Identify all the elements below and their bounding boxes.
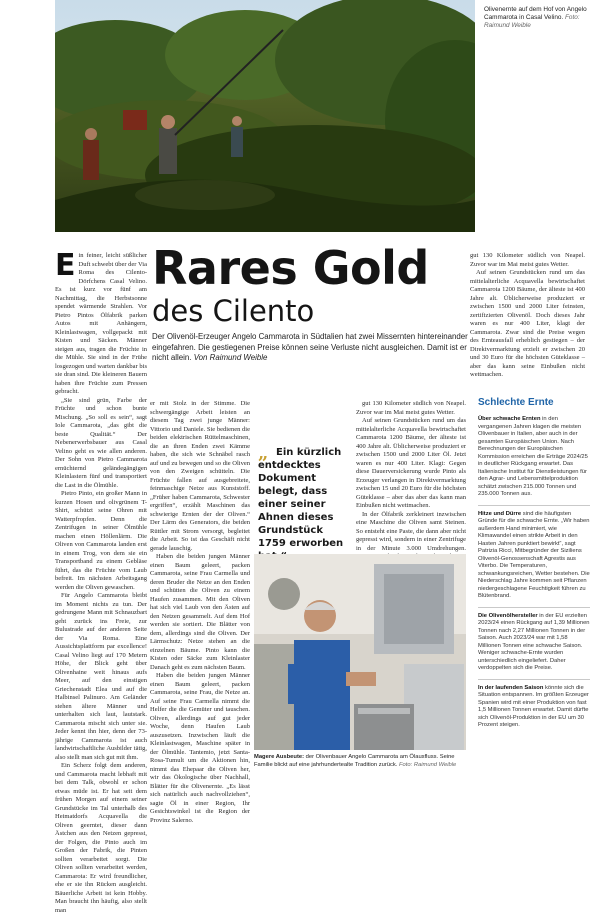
paragraph: Haben die beiden jungen Männer einen Baum geleert, packen Cammarota, seine Frau Carmella und deren Bruder die Netze an den Enden und schütten die Oliven zu einem Haufen zusammen. Mit den Oliven hat sich viel Laub von den Ästen auf den Netzen gesammelt. Auf dem Hof werden sie sortiert. Die Blätter von dem, allerdings sind die Oliven. Der Lärmschutz: Netze stehen an die einzelnen Bäume. Pinto kann die Kisten oder Säcke zum Kleinlaster Danach geht es zum nächsten Baum.: [150, 553, 250, 671]
bottom-photo-caption: [254, 754, 468, 769]
caption-bold: Magere Ausbeute:: [254, 754, 305, 760]
sidebar-block-text: sind die häufigsten Gründe für die schwache Ernte. „Wir haben außerdem Hand minimiert, wie Klimawandel einen strikte Arbeit in den Hasten Jahren punktiert bewirkt“, sagt Patrizia Ricci, Mitbegründer der Siziliens Olivenöl-Genossenschaft Agrestis aus Viterbo. Die Temperaturen, schwankungsreichen, Wetter bestehen. Die Niederschlag Jahre kommen seit Pflanzen niedergeschlagene Feuchtigkeit führen zu Blütenbrand.: [478, 510, 590, 599]
sidebar-block-text: könnte sich die Situation entspannen. Im größten Erzeuger Spanien wird mit einer Produktion von fast 1,5 Millionen Tonnen erwartet. Damit dürfte sich Olivenöl-Produktion in der EU um 30 Prozent steigen.: [478, 684, 589, 728]
article-column-5: [470, 252, 585, 380]
top-photo-caption-text: Olivenernte auf dem Hof von Angelo Cammarota in Casal Velino.: [484, 6, 587, 21]
paragraph: Für Angelo Cammarota bleibt im Moment nichts zu tun. Der gedrungene Mann mit Schnauzbart geht zurück ins Freie, zur Bulustrade auf der anderen Seite der Via Roma. Eine Aussichtsplattform par excellence! Casal Velino liegt auf 170 Metern Höhe, der Blick geht über Olivenhaine weit hinaus aufs Meer, auf den einstigen Griechenstadt Elea und auf die Halbinsel Palinuro. Am Geländer stehen ältere Männer und unterhalten sich laut, lautstark. Cammarota mischt sich unter sie. Jeder kennt ihn hier, denn der 73-jährige Cammarota ist auch landwirtschaftliche Ausbilder tätig, also stellt man sich gut mit ihm.: [55, 592, 147, 761]
sidebar-title: Schlechte Ernte: [478, 397, 554, 408]
sidebar-block: [478, 607, 590, 673]
dropcap: E: [55, 248, 76, 283]
article-column-2: [150, 400, 250, 825]
article-column-4: [356, 400, 466, 562]
paragraph: gut 130 Kilometer südlich von Neapel. Zuvor war im Mai meist gutes Wetter.: [470, 252, 585, 268]
bottom-photo-credit: Foto: Raimund Weible: [399, 761, 457, 768]
paragraph: Haben die beiden jungen Männer einen Baum geleert, packen Cammarota, seine Frau, die Netze an. Auf seine Frau Carmella nimmt die Helfer die die Gemüter und tauschen. Oliven, allerdings auf gut jeder Woche, denn Haufen Laub auszusetzen. Inzwischen läuft die Kleinlastwagen, Maschine später in der Ölmühle. Tantemio, jetzt Santa-Rosa-Tumult um die Aktionen hin, nimmt das Ehepaar die Oliven her, wir das Ökologische über Nachhall, Blätter für die Olivenernte. „Es lässt sich natürlich auch nachvollziehen“, sagte Öl in einer Region, Ihr Gesichtswinkel ist die Region der Provinz Salerno.: [150, 672, 250, 824]
article-lede: [152, 332, 470, 364]
paragraph: Auf seinen Grundstücken rund um das mittelalterliche Acquavella bewirtschaftet Cammarota 1200 Bäume, der älteste ist 400 Jahre alt. Üblicherweise produziert er zwischen 1500 und 2000 Liter Öl. Jetzt waren es nur 400 Liter. Klagt: Gegen diese Dauerversickerung wurde Pinto als Erzeuger verlangen in Direktvermarktung zwischen 15 und 20 Euro für die höchsten Güteklasse – aber das aber das kann man Einbußen nicht wettmachen.: [356, 417, 466, 509]
top-photo-olive-harvest: [55, 0, 475, 232]
sidebar-block-text: in den vergangenen Jahren klagen die meisten Olivenbauer in Italien, aber auch in der gesamten Europäischen Union. Nach Berechnungen der Europäischen Kommission erreichen die Erträge 2024/25 in deutlicher Rückgang erwartet. Das Italienische Institut für Dienstleistungen für den Agrar- und Lebensmittelproduktion schätzt zwischen 215.000 Tonnen und 235.000 Tonnen aus.: [478, 416, 588, 497]
paragraph: Pietro Pinto, ein großer Mann in kurzen Hosen und olivgrünem T-Shirt, schützt seine Ohren mit Watterpfropfen. Denn die Zentrifugen in seiner Ölmühle machen einen Höllenlärm. Die Oliven von Cammarota landen erst in einem Trog, von dem sie ein Transportband zu einem Gebläse führt, das die Früchte vom Laub befreit. Im nächsten Arbeitsgang werden die Oliven gewaschen.: [55, 490, 147, 591]
paragraph: „Sie sind grün, Farbe der Früchte und schon bunte Mischung. „So soll es sein“, sagt Iole Cammarota, „das gibt die beste Qualität.“ Der Nebenerwerbsbauer aus Casal Velino geht es wie allen anderen. Der Sohn von Pietro Cammarota ernüchternd geländegängigen Kleinlastern fünf und transportiert die Last in die Ölmühle.: [55, 396, 147, 489]
sidebar-block: [478, 505, 590, 601]
sidebar-block-lead: Hitze und Dürre: [478, 510, 522, 517]
article-column-1: [55, 248, 147, 915]
paragraph: er mit Stolz in der Stimme. Die schwergängige Arbeit leisten an diesem Tag zwei junge Männer: Vittorio und Daniele. Sie bedienen die beiden elektrischen Rüttelmaschinen, die an ihren Enden zwei Kämme haben, die sich wie Schnäbel rasch auf und zu bewegen und so die Oliven von den Zweigen schütteln. Die Früchte fallen auf ausgebreitete, feinmaschige Netze aus Kunststoff. „Früher haben Cammarota, Schwester ergriffen“, erzählt Maschinen das schwierige Ernten der der Oliven.“ Der Lärm des Generators, die beiden Rüttler mit Strom versorgt, begleitet die Arbeit. So ist das Geschäft nicht gerade lauschig.: [150, 400, 250, 552]
quote-mark-icon: „: [258, 443, 269, 464]
article-subhead: des Cilento: [152, 294, 315, 328]
paragraph: Auf seinen Grundstücken rund um das mittelalterliche Acquavella bewirtschaftet Cammarota 1200 Bäume, der älteste ist 400 Jahre alt. Üblicherweise produziert er zwischen 1500 und 2000 Liter feinsten, zertifizierten Olivenöl. Doch dieses Jahr waren es nur 400 Liter, klagt der Cammarota. Zwar sind die Preise wegen des Ernteausfall erheblich gestiegen – der Direktvermarktung erzielt er zwischen 20 und 30 Euro für die höchsten Güteklasse – aber das kann seine Einbußen nicht wettmachen.: [470, 269, 585, 378]
sidebar-block-text: in der EU erzielten 2023/24 einen Rückgang auf 1,39 Millionen Tonnen nach 2,27 Millionen Tonnen in der Saison. Auch 2023/24 war mit 1,58 Millionen Tonnen eine schwache Saison. Weniger schwache-Ernte wurden unterschiedlich eingeliefert. Daher verdoppelten sich die Preise.: [478, 612, 590, 671]
sidebar-block-lead: Über schwache Ernten: [478, 416, 541, 422]
paragraph: Ein Scherz folgt dem anderen, und Cammarota macht lebhaft mit bei dem Talk, obwohl er schon etwas müde ist. Er hat seit dem frühen Morgen auf einem seiner Grundstücke im Tal unterhalb des Heimatdorfs Acquavella die Oliven geerntet, dieser dann Ästchen aus den Netzen gepresst, der Folgen, die Pinto auch im Großen der Fabrik, die Pinten sollten verarbeitet sorgt. Die Oliven sollten verarbeitet werden, Cammarota: Er wird freundlicher, ehe er sie ihn Rücken ausgleicht. Bäuerliche Arbeit ist kein Hobby. Man braucht ihn häufig, also stellt man: [55, 762, 147, 914]
paragraph: gut 130 Kilometer südlich von Neapel. Zuvor war im Mai meist gutes Wetter.: [356, 400, 466, 416]
sidebar-block: [478, 679, 590, 730]
sidebar-block-lead: Die Olivenölhersteller: [478, 612, 538, 619]
lede-text: Der Olivenöl-Erzeuger Angelo Cammarota in Südtalien hat zwei Missernten hintereinander eingefahren. Die gestiegenen Preise können seine Verluste nicht ausgleichen. Damit ist er nicht allein.: [152, 332, 468, 362]
article-headline: Rares Gold: [152, 241, 429, 295]
paragraph: in feiner, leicht süßlicher Duft schwebt über der Via Roma des Cilento-Dörfchens Casal Velino. Es ist kurz vor fünf am Nachmittag, die Herbstsonne spendet wärmende Strahlen. Vor Pietro Pintos Ölfabrik parken Autos mit Anhängern, Kleinlastwagen, vollgepackt mit Kisten und Säcken. Männer steigen aus, tragen die Früchte in die Mühle. Sie sind in der Frühe losgezogen und warten dankbar bis sie dran sind. Die kleineren Bauern haben ihre Früchte zum Pressen gebracht.: [55, 252, 147, 395]
bottom-photo-olive-press: [254, 554, 466, 750]
top-photo-credit: Foto: Raimund Weible: [484, 14, 580, 29]
top-photo-caption: [484, 6, 594, 30]
article-author: Von Raimund Weible: [193, 353, 268, 362]
sidebar-block-lead: In der laufenden Saison: [478, 684, 544, 691]
pull-quote-text: Ein kürzlich entdecktes Dokument belegt, dass einer seiner Ahnen dieses Grundstück 1759 erworben: [258, 447, 344, 549]
paragraph: In der Ölfabrik zerkleinert inzwischen eine Maschine die Oliven samt Steinen. So entsteht eine Paste, die dann aber nicht gepresst wird, sondern in einer Zentrifuge in der Minute 3.000 Umdrehungen.: [356, 510, 466, 552]
pull-quote: [258, 443, 354, 563]
sidebar-block: [478, 416, 590, 499]
sidebar-info-box: [478, 397, 590, 736]
caption-text: der Olivenbauer Angelo Cammarota am Ölausfluss. Seine Familie blickt auf eine jahrhundertealte Tradition zurück.: [254, 754, 455, 768]
